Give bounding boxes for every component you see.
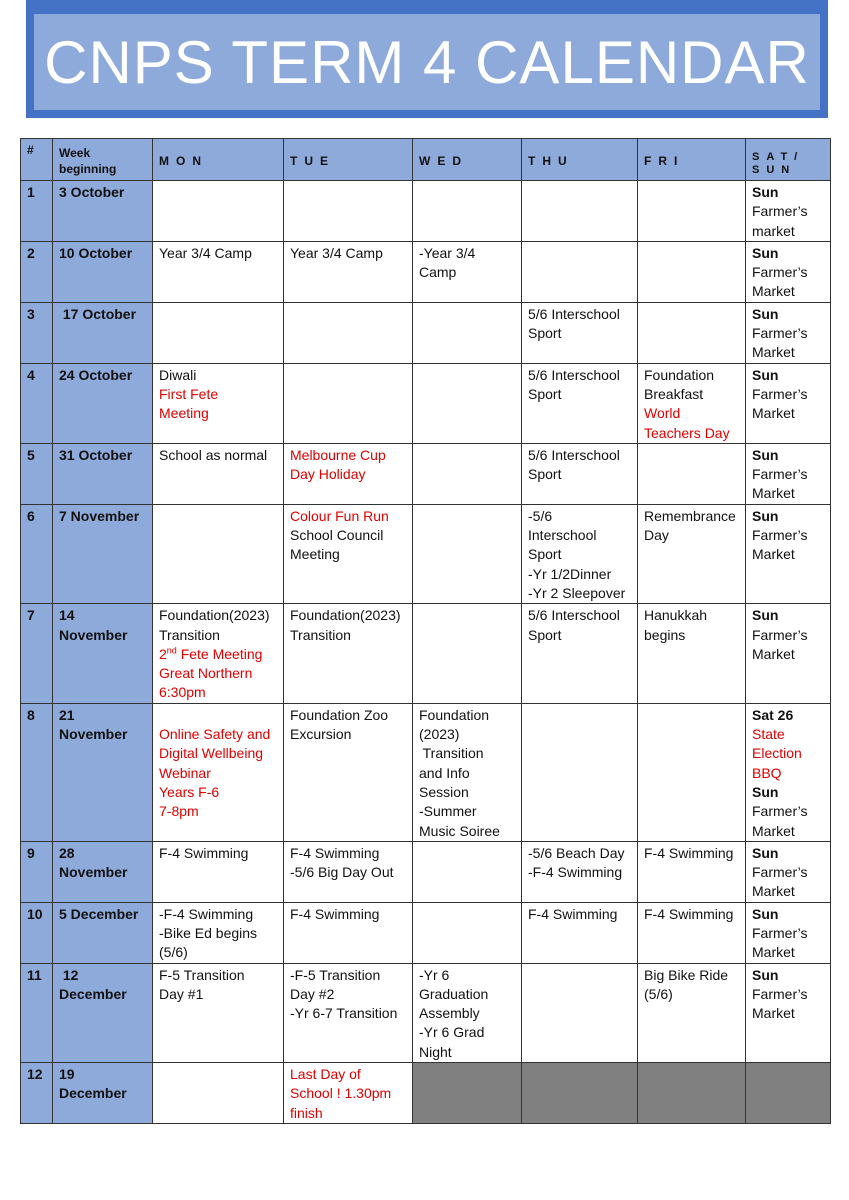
header-tue: TUE: [284, 139, 413, 181]
cell-satsun: [746, 841, 831, 902]
event-line: -Yr 6-7 Transition: [290, 1005, 398, 1022]
header-thu: THU: [522, 139, 638, 181]
event-line: -F-4 Swimming: [159, 905, 254, 922]
event-line: Night: [419, 1043, 452, 1060]
cell-mon: [153, 504, 284, 603]
cell-wed-shaded: [413, 1063, 522, 1124]
cell-mon: [153, 363, 284, 443]
cell-wed: [413, 443, 522, 504]
week-number: 8: [21, 703, 53, 841]
cell-thu: [522, 604, 638, 703]
week-number: 9: [21, 841, 53, 902]
cell-satsun: [746, 363, 831, 443]
cell-thu: [522, 902, 638, 963]
event-line: Years F-6: [159, 783, 220, 800]
event-line: Farmer’s: [752, 924, 808, 941]
event-line: Hanukkah: [644, 607, 708, 624]
event-line: -5/6 Beach Day: [528, 844, 625, 861]
event-line: Market: [752, 822, 795, 839]
week-beginning-line: 19: [59, 1066, 75, 1083]
event-line: F-4 Swimming: [644, 905, 734, 922]
event-line: F-5 Transition: [159, 966, 245, 983]
event-line: 6:30pm: [159, 684, 206, 701]
cell-satsun: [746, 241, 831, 302]
cell-tue: [284, 1063, 413, 1124]
event-line: begins: [644, 626, 686, 643]
week-number: 6: [21, 504, 53, 603]
event-line: Farmer’s: [752, 985, 808, 1002]
event-line: -Yr 6: [419, 966, 450, 983]
cell-wed: [413, 181, 522, 242]
event-line: Last Day of: [290, 1066, 361, 1083]
cell-tue: [284, 504, 413, 603]
week-beginning-line: November: [59, 726, 128, 743]
event-line: Session: [419, 783, 469, 800]
cell-tue: [284, 181, 413, 242]
event-line: Excursion: [290, 726, 352, 743]
event-line: Meeting: [159, 405, 209, 422]
cell-fri: [638, 504, 746, 603]
event-line: School ! 1.30pm: [290, 1085, 392, 1102]
event-line: Sun: [752, 966, 779, 983]
week-row: [21, 841, 831, 902]
event-line: Sun: [752, 844, 779, 861]
week-beginning: 10 October: [53, 241, 153, 302]
cell-fri: [638, 841, 746, 902]
cell-fri: [638, 604, 746, 703]
event-line: Market: [752, 485, 795, 502]
event-text: Fete Meeting: [176, 645, 263, 662]
header-sun: SUN: [752, 163, 797, 176]
event-line: -5/6 Big Day Out: [290, 864, 394, 881]
cell-satsun: [746, 963, 831, 1062]
event-line: Sun: [752, 905, 779, 922]
event-line: F-4 Swimming: [159, 844, 249, 861]
cell-tue: [284, 363, 413, 443]
cell-thu: [522, 181, 638, 242]
event-text: 2: [159, 645, 167, 662]
week-beginning: [53, 963, 153, 1062]
event-line: [159, 645, 277, 664]
week-number: 5: [21, 443, 53, 504]
cell-mon: [153, 1063, 284, 1124]
cell-wed: [413, 963, 522, 1062]
event-line: School Council: [290, 527, 384, 544]
event-line: (5/6): [159, 944, 188, 961]
cell-thu: [522, 841, 638, 902]
week-beginning-line: December: [59, 1085, 127, 1102]
event-line: 5/6 Interschool: [528, 446, 620, 463]
cell-satsun: [746, 443, 831, 504]
week-beginning: [53, 604, 153, 703]
event-line: Breakfast: [644, 385, 704, 402]
event-line: Colour Fun Run: [290, 507, 389, 524]
event-line: Foundation(2023): [290, 607, 401, 624]
cell-tue: [284, 241, 413, 302]
header-satsun: [746, 139, 831, 181]
event-line: Election: [752, 745, 802, 762]
event-line: Sport: [528, 466, 562, 483]
event-line: F-4 Swimming: [290, 905, 380, 922]
header-sat: SAT/: [752, 150, 805, 163]
event-line: Sport: [528, 626, 562, 643]
cell-wed: [413, 902, 522, 963]
week-number: 12: [21, 1063, 53, 1124]
event-line: Great Northern: [159, 665, 253, 682]
cell-satsun: [746, 504, 831, 603]
event-line: Foundation Zoo: [290, 706, 389, 723]
cell-fri: [638, 363, 746, 443]
event-line: Market: [752, 283, 795, 300]
event-line: World: [644, 405, 681, 422]
event-line: Day #2: [290, 985, 335, 1002]
event-line: Farmer’s: [752, 203, 808, 220]
cell-fri: [638, 703, 746, 841]
cell-fri: [638, 443, 746, 504]
cell-thu: [522, 963, 638, 1062]
event-line: Sport: [528, 325, 562, 342]
cell-thu: [522, 703, 638, 841]
event-line: First Fete: [159, 385, 219, 402]
event-line: 5/6 Interschool: [528, 305, 620, 322]
week-row: [21, 443, 831, 504]
ordinal-suffix: nd: [166, 645, 177, 656]
cell-fri: [638, 302, 746, 363]
event-line: F-4 Swimming: [644, 844, 734, 861]
event-line: Farmer’s: [752, 325, 808, 342]
event-line: 5/6 Interschool: [528, 607, 620, 624]
event-line: Market: [752, 645, 795, 662]
event-line: Foundation(2023): [159, 607, 270, 624]
week-number: 1: [21, 181, 53, 242]
week-beginning: [53, 841, 153, 902]
event-line: Farmer’s: [752, 385, 808, 402]
week-number: 10: [21, 902, 53, 963]
event-line: (5/6): [644, 985, 673, 1002]
cell-satsun: [746, 302, 831, 363]
event-line: -Yr 2 Sleepover: [528, 584, 626, 601]
event-line: Foundation: [419, 706, 490, 723]
event-line: Assembly: [419, 1005, 480, 1022]
event-line: 7-8pm: [159, 803, 199, 820]
cell-mon: [153, 443, 284, 504]
title-banner: [26, 0, 828, 118]
event-line: Farmer’s: [752, 864, 808, 881]
cell-thu: [522, 504, 638, 603]
week-row: [21, 363, 831, 443]
event-line: (2023): [419, 726, 460, 743]
week-beginning-line: December: [59, 985, 127, 1002]
cell-wed: [413, 703, 522, 841]
cell-tue: [284, 302, 413, 363]
week-beginning: 3 October: [53, 181, 153, 242]
cell-tue: [284, 841, 413, 902]
week-number: 2: [21, 241, 53, 302]
week-row: [21, 181, 831, 242]
event-line: Webinar: [159, 764, 211, 781]
event-line: Market: [752, 546, 795, 563]
cell-wed: [413, 841, 522, 902]
event-line: -Year 3/4: [419, 244, 476, 261]
event-line: Big Bike Ride: [644, 966, 729, 983]
header-mon: MON: [153, 139, 284, 181]
cell-thu: [522, 363, 638, 443]
cell-fri-shaded: [638, 1063, 746, 1124]
week-number: 3: [21, 302, 53, 363]
week-beginning: [53, 703, 153, 841]
event-line: Remembrance: [644, 507, 736, 524]
cell-tue: [284, 443, 413, 504]
header-row: [21, 139, 831, 181]
cell-mon: [153, 302, 284, 363]
event-line: Market: [752, 883, 795, 900]
cell-mon: [153, 241, 284, 302]
week-row: [21, 504, 831, 603]
week-beginning-line: 28: [59, 844, 75, 861]
event-line: BBQ: [752, 764, 782, 781]
event-line: Year 3/4 Camp: [290, 244, 383, 261]
cell-thu: [522, 302, 638, 363]
page-title: CNPS TERM 4 CALENDAR: [44, 28, 810, 96]
cell-thu: [522, 241, 638, 302]
cell-tue: [284, 604, 413, 703]
event-line: Farmer’s: [752, 803, 808, 820]
event-line: Sun: [752, 305, 779, 322]
event-line: Music Soiree: [419, 822, 500, 839]
week-row: [21, 1063, 831, 1124]
week-row: [21, 902, 831, 963]
week-row: [21, 241, 831, 302]
event-line: -Bike Ed begins: [159, 924, 258, 941]
event-line: -F-4 Swimming: [528, 864, 623, 881]
header-fri: FRI: [638, 139, 746, 181]
header-week: Week beginning: [53, 139, 153, 181]
week-beginning: 5 December: [53, 902, 153, 963]
event-line: Sport: [528, 385, 562, 402]
event-line: Sun: [752, 366, 779, 383]
event-line: Sun: [752, 244, 779, 261]
week-beginning-line: 21: [59, 706, 75, 723]
week-beginning-line: 14: [59, 607, 75, 624]
cell-wed: [413, 504, 522, 603]
event-line: finish: [290, 1104, 323, 1121]
week-beginning-line: 12: [59, 966, 79, 983]
event-line: Teachers Day: [644, 424, 730, 441]
event-line: Sun: [752, 783, 779, 800]
event-line: Market: [752, 344, 795, 361]
event-line: and Info: [419, 764, 470, 781]
event-line: Market: [752, 944, 795, 961]
event-line: -Yr 1/2Dinner: [528, 565, 612, 582]
event-line: Online Safety and: [159, 726, 271, 743]
week-beginning: 31 October: [53, 443, 153, 504]
event-line: Sun: [752, 507, 779, 524]
cell-satsun: [746, 604, 831, 703]
week-beginning: 17 October: [53, 302, 153, 363]
event-line: Year 3/4 Camp: [159, 244, 252, 261]
week-number: 4: [21, 363, 53, 443]
week-row: [21, 604, 831, 703]
week-row: [21, 703, 831, 841]
cell-fri: [638, 241, 746, 302]
header-num: #: [21, 139, 53, 181]
cell-wed: [413, 302, 522, 363]
event-line: Farmer’s: [752, 626, 808, 643]
event-line: Transition: [159, 626, 220, 643]
cell-fri: [638, 181, 746, 242]
event-line: Day Holiday: [290, 466, 366, 483]
cell-wed: [413, 241, 522, 302]
week-beginning-line: November: [59, 626, 128, 643]
week-row: [21, 302, 831, 363]
week-beginning: 7 November: [53, 504, 153, 603]
cell-wed: [413, 363, 522, 443]
event-line: Market: [752, 405, 795, 422]
cell-thu-shaded: [522, 1063, 638, 1124]
event-line: -Yr 6 Grad: [419, 1024, 485, 1041]
week-beginning: [53, 1063, 153, 1124]
event-line: F-4 Swimming: [528, 905, 618, 922]
title-banner-inner: [34, 14, 820, 110]
cell-mon: [153, 703, 284, 841]
cell-satsun: [746, 703, 831, 841]
event-line: Farmer’s: [752, 264, 808, 281]
event-line: Melbourne Cup: [290, 446, 386, 463]
event-line: F-4 Swimming: [290, 844, 380, 861]
cell-fri: [638, 902, 746, 963]
event-line: 5/6 Interschool: [528, 366, 620, 383]
cell-tue: [284, 902, 413, 963]
event-line: -Summer: [419, 803, 477, 820]
event-line: Meeting: [290, 546, 340, 563]
event-line: Sport: [528, 546, 562, 563]
event-line: Diwali: [159, 366, 197, 383]
event-line: Transition: [290, 626, 351, 643]
event-line: Sun: [752, 184, 779, 200]
blank-line: [159, 706, 277, 725]
cell-wed: [413, 604, 522, 703]
event-line: -5/6: [528, 507, 553, 524]
cell-satsun: [746, 902, 831, 963]
cell-thu: [522, 443, 638, 504]
event-line: Graduation: [419, 985, 489, 1002]
cell-fri: [638, 963, 746, 1062]
event-line: Foundation: [644, 366, 715, 383]
cell-mon: [153, 841, 284, 902]
event-line: Day #1: [159, 985, 204, 1002]
event-line: Sat 26: [752, 706, 794, 723]
event-line: -F-5 Transition: [290, 966, 381, 983]
event-line: Sun: [752, 607, 779, 624]
event-line: Digital Wellbeing: [159, 745, 264, 762]
cell-satsun-shaded: [746, 1063, 831, 1124]
cell-mon: [153, 181, 284, 242]
cell-satsun: [746, 181, 831, 242]
calendar-table: [20, 138, 831, 1124]
header-wed: WED: [413, 139, 522, 181]
week-beginning: 24 October: [53, 363, 153, 443]
event-line: Market: [752, 1005, 795, 1022]
event-line: Sun: [752, 446, 779, 463]
week-number: 11: [21, 963, 53, 1062]
week-row: [21, 963, 831, 1062]
event-line: Day: [644, 527, 669, 544]
cell-mon: [153, 902, 284, 963]
cell-mon: [153, 604, 284, 703]
cell-tue: [284, 963, 413, 1062]
event-line: State: [752, 726, 785, 743]
cell-tue: [284, 703, 413, 841]
event-line: Farmer’s: [752, 466, 808, 483]
cell-mon: [153, 963, 284, 1062]
week-beginning-line: November: [59, 864, 128, 881]
event-line: Farmer’s: [752, 527, 808, 544]
event-line: Transition: [419, 745, 484, 762]
event-line: market: [752, 222, 795, 239]
event-line: School as normal: [159, 446, 268, 463]
event-line: Interschool: [528, 527, 597, 544]
week-number: 7: [21, 604, 53, 703]
event-line: Camp: [419, 264, 457, 281]
